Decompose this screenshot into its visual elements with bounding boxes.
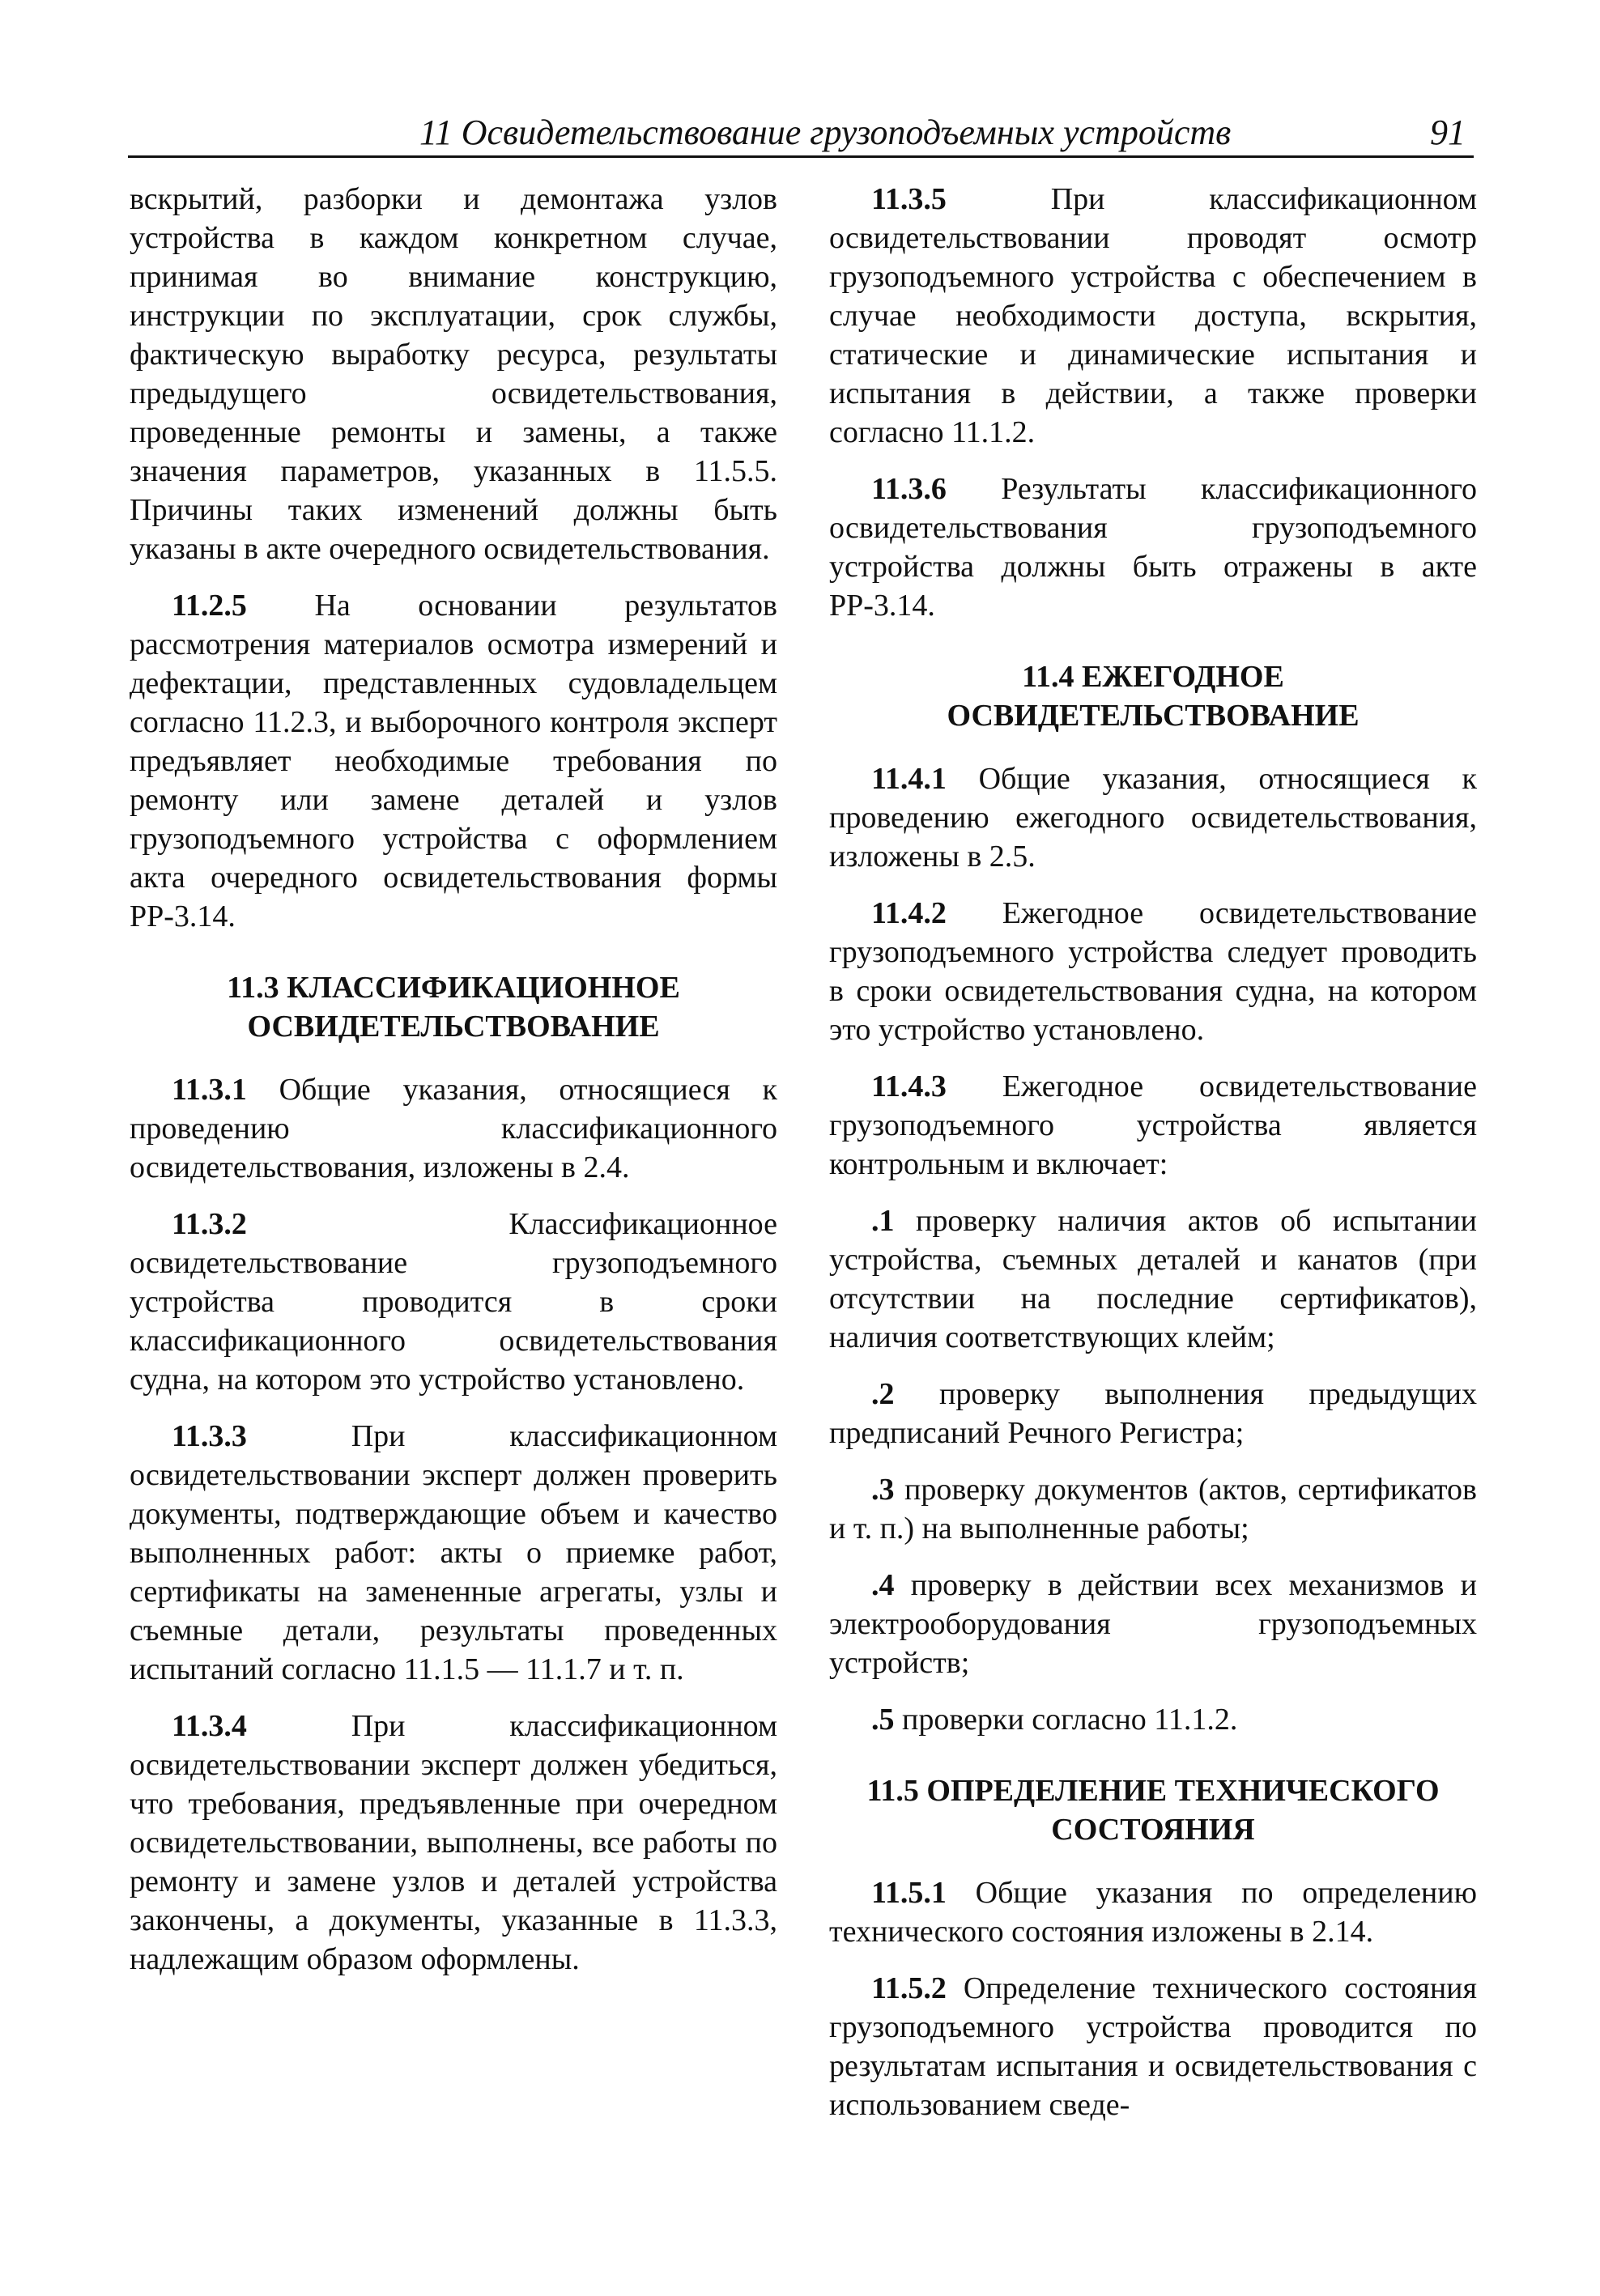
paragraph-11-3-6: 11.3.6 Результаты классификационного освидетельствования грузоподъемного устройства должны быть отражены в акте РР-3.14. [829, 472, 1477, 623]
section-heading-11-5: 11.5 ОПРЕДЕЛЕНИЕ ТЕХНИЧЕСКОГО СОСТОЯНИЯ [866, 1774, 1440, 1847]
paragraph-11-5-1: 11.5.1 Общие указания по определению технического состояния изложены в 2.14. [829, 1876, 1477, 1949]
section-heading-11-4: 11.4 ЕЖЕГОДНОЕ ОСВИДЕТЕЛЬСТВОВАНИЕ [947, 660, 1360, 733]
header-title: 11 Освидетельствование грузоподъемных устройств [419, 113, 1232, 152]
left-column [130, 180, 777, 1996]
paragraph-11-3-5: 11.3.5 При классификационном освидетельствовании проводят осмотр грузоподъемного устройства с обеспечением в случае необходимости доступа, вскрытия, статические и динамические испытания и испытания в действии, а также проверки согласно 11.1.2. [829, 182, 1477, 449]
section-heading-11-3: 11.3 КЛАССИФИКАЦИОННОЕ ОСВИДЕТЕЛЬСТВОВАНИЕ [227, 971, 680, 1044]
list-item: .4 проверку в действии всех механизмов и электрооборудования грузоподъемных устройств; [829, 1568, 1477, 1680]
paragraph-11-5-2: 11.5.2 Определение технического состояния грузоподъемного устройства проводится по результатам испытания и освидетельствования с использованием сведе- [829, 1971, 1477, 2122]
list-item: .5 проверки согласно 11.1.2. [871, 1703, 1238, 1737]
running-header [128, 110, 1474, 158]
list-item: .3 проверку документов (актов, сертификатов и т. п.) на выполненные работы; [829, 1473, 1477, 1546]
list-item: .2 проверку выполнения предыдущих предписаний Речного Регистра; [829, 1377, 1477, 1450]
paragraph-11-3-2: 11.3.2 Классификационное освидетельствование грузоподъемного устройства проводится в сроки классификационного освидетельствования судна, на котором это устройство установлено. [130, 1207, 777, 1397]
paragraph-11-3-1: 11.3.1 Общие указания, относящиеся к проведению классификационного освидетельствования, изложены в 2.4. [130, 1073, 777, 1184]
paragraph-continued: вскрытий, разборки и демонтажа узлов устройства в каждом конкретном случае, принимая во внимание конструкцию, инструкции по эксплуатации, срок службы, фактическую выработку ресурса, результаты предыдущего освидетельствования, проведенные ремонты и замены, а также значения параметров, указанных в 11.5.5. Причины таких изменений должны быть указаны в акте очередного освидетельствования. [130, 182, 777, 566]
paragraph-11-2-5: 11.2.5 На основании результатов рассмотрения материалов осмотра измерений и дефектации, представленных судовладельцем согласно 11.2.3, и выборочного контроля эксперт предъявляет необходимые требования по ремонту или замене деталей и узлов грузоподъемного устройства с оформлением акта очередного освидетельствования формы РР-3.14. [130, 589, 777, 933]
paragraph-11-4-2: 11.4.2 Ежегодное освидетельствование грузоподъемного устройства следует проводить в сроки освидетельствования судна, на котором это устройство установлено. [829, 896, 1477, 1047]
page-number: 91 [1430, 113, 1466, 152]
paragraph-11-3-4: 11.3.4 При классификационном освидетельствовании эксперт должен убедиться, что требования, предъявленные при очередном освидетельствовании, выполнены, все работы по ремонту и замене узлов и деталей устройства закончены, а документы, указанные в 11.3.3, надлежащим образом оформлены. [130, 1709, 777, 1976]
paragraph-11-3-3: 11.3.3 При классификационном освидетельствовании эксперт должен проверить документы, подтверждающие объем и качество выполненных работ: акты о приемке работ, сертификаты на замененные агрегаты, узлы и съемные детали, результаты проведенных испытаний согласно 11.1.5 — 11.1.7 и т. п. [130, 1419, 777, 1686]
paragraph-11-4-3: 11.4.3 Ежегодное освидетельствование грузоподъемного устройства является контрольным и включает: [829, 1069, 1477, 1181]
paragraph-11-4-1: 11.4.1 Общие указания, относящиеся к проведению ежегодного освидетельствования, изложены в 2.5. [829, 762, 1477, 874]
right-column [829, 180, 1477, 2142]
list-item: .1 проверку наличия актов об испытании устройства, съемных деталей и канатов (при отсутствии на последние сертификатов), наличия соответствующих клейм; [829, 1204, 1477, 1354]
